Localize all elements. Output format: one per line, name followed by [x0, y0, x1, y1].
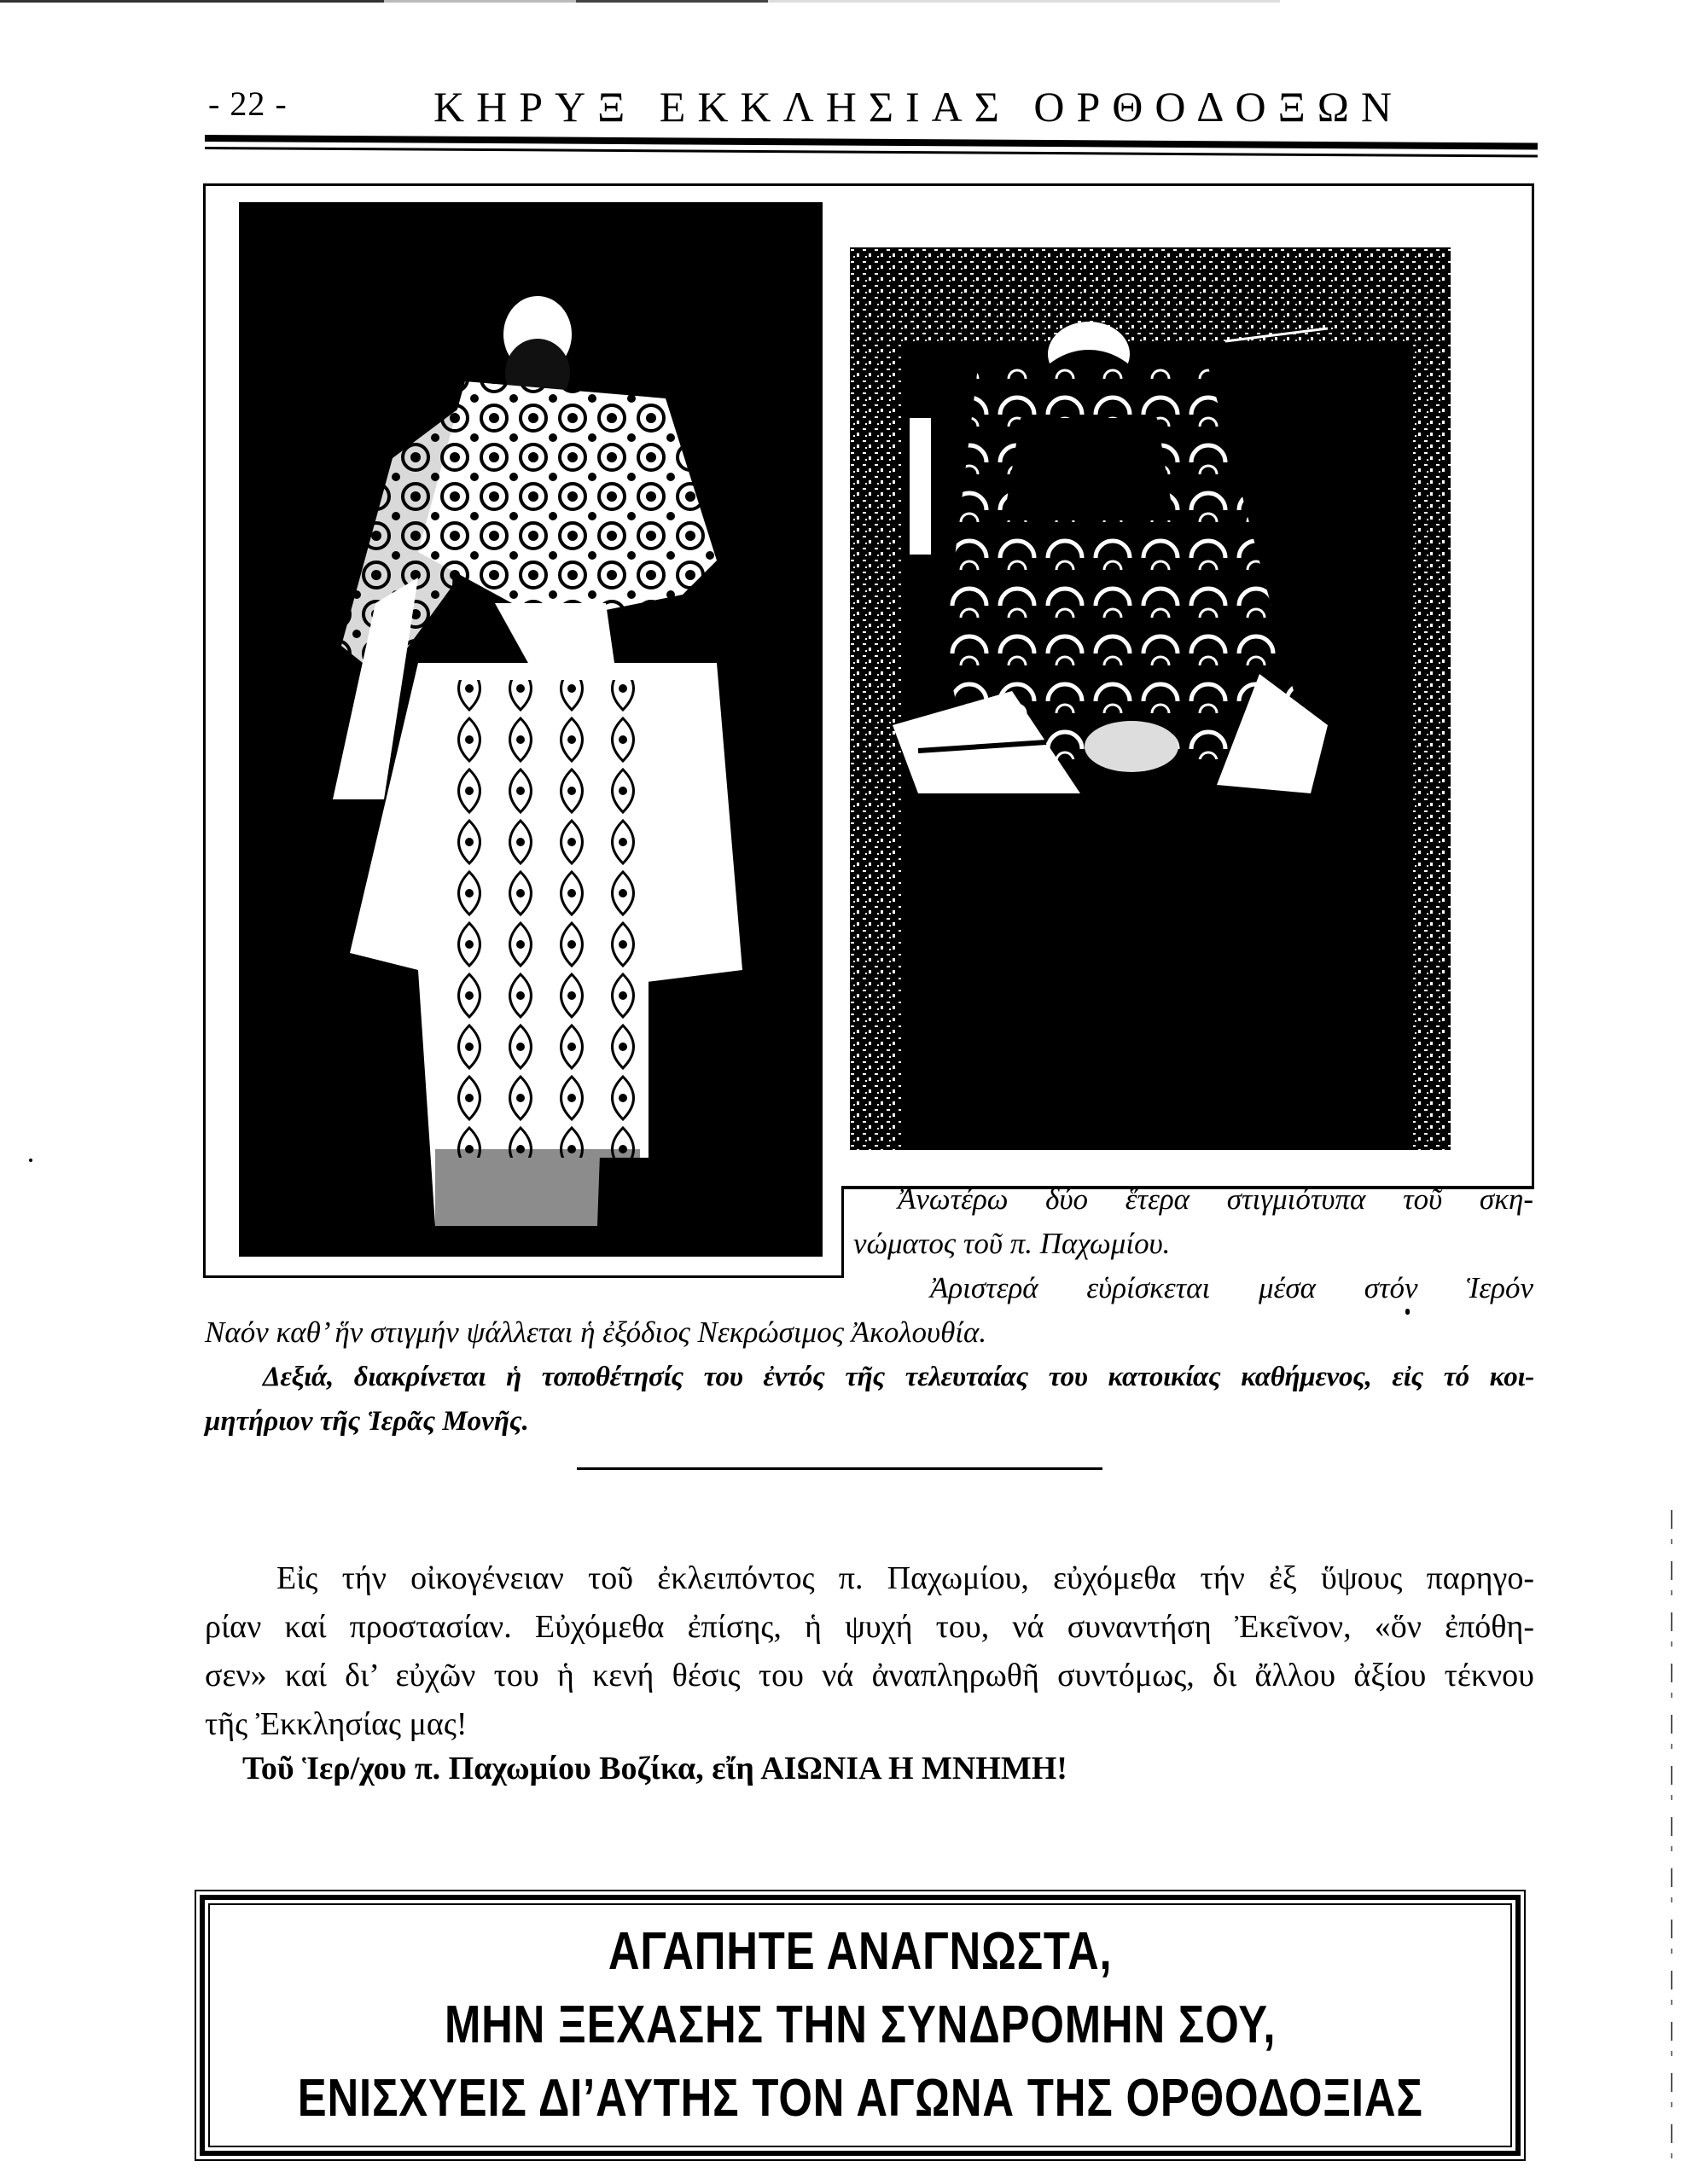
banner-line: ΑΓΑΠΗΤΕ ΑΝΑΓΝΩΣΤΑ,: [608, 1922, 1113, 1981]
photo-right-seated-clergyman-tomb-icon: [850, 247, 1451, 1150]
scan-speck: [29, 1159, 32, 1162]
scan-edge-right: [1671, 1510, 1672, 2175]
photo-left: [239, 202, 823, 1257]
masthead-title: ΚΗΡΥΞ ΕΚΚΛΗΣΙΑΣ ΟΡΘΟΔΟΞΩΝ: [433, 83, 1405, 131]
banner-line: ΕΝΙΣΧΥΕΙΣ ΔΙ’ΑΥΤΗΣ ΤΟΝ ΑΓΩΝΑ ΤΗΣ ΟΡΘΟΔΟΞΙΑΣ: [297, 2069, 1423, 2128]
page-number: - 22 -: [208, 84, 288, 123]
photo-left-seated-clergyman-vestments-icon: [239, 202, 823, 1257]
scan-edge-top: [0, 0, 1280, 3]
banner-line: ΜΗΝ ΞΕΧΑΣΗΣ ΤΗΝ ΣΥΝΔΡΟΜΗΝ ΣΟΥ,: [444, 1995, 1277, 2054]
caption-line: Ναόν καθ’ ἥν στιγμήν ψάλλεται ἡ ἐξόδιος Νεκρώσιμος Ἀκολουθία.: [205, 1316, 987, 1349]
caption-line: Δεξιά, διακρίνεται ἡ τοποθέτησίς του ἐντός τῆς τελευταίας του κατοικίας καθήμενος, εἰς τό κοι-: [263, 1362, 1534, 1392]
caption-line: Ἀριστερά εὑρίσκεται μέσα στόν Ἱερόν: [930, 1271, 1533, 1304]
body-paragraph-line: σεν» καί δι’ εὐχῶν του ἡ κενή θέσις του νά ἀναπληρωθῆ συντόμως, δι ἄλλου ἀξίου τέκνου: [205, 1658, 1534, 1693]
body-paragraph-line: ρίαν καί προστασίαν. Εὐχόμεθα ἐπίσης, ἡ ψυχή του, νά συναντήση Ἐκεῖνον, «ὅν ἐπόθη-: [205, 1609, 1534, 1645]
caption-line: νώματος τοῦ π. Παχωμίου.: [853, 1227, 1171, 1260]
caption-line: μητήριον τῆς Ἱερᾶς Μονῆς.: [205, 1406, 529, 1437]
subscription-banner: [208, 1903, 1512, 2147]
scan-speck: [1405, 1309, 1410, 1315]
caption-line: Ἀνωτέρω δύο ἕτερα στιγμιότυπα τοῦ σκη-: [898, 1182, 1533, 1216]
photo-right: [850, 247, 1451, 1150]
body-paragraph-line: τῆς Ἐκκλησίας μας!: [205, 1706, 468, 1742]
section-separator: [577, 1467, 1102, 1470]
memorial-closing: Τοῦ Ἱερ/χου π. Παχωμίου Βοζίκα, εἴη ΑΙΩΝΙΑ Η ΜΝΗΜΗ!: [242, 1751, 1067, 1786]
body-paragraph-line: Εἰς τήν οἰκογένειαν τοῦ ἐκλειπόντος π. Παχωμίου, εὐχόμεθα τήν ἐξ ὕψους παρηγο-: [276, 1560, 1534, 1596]
